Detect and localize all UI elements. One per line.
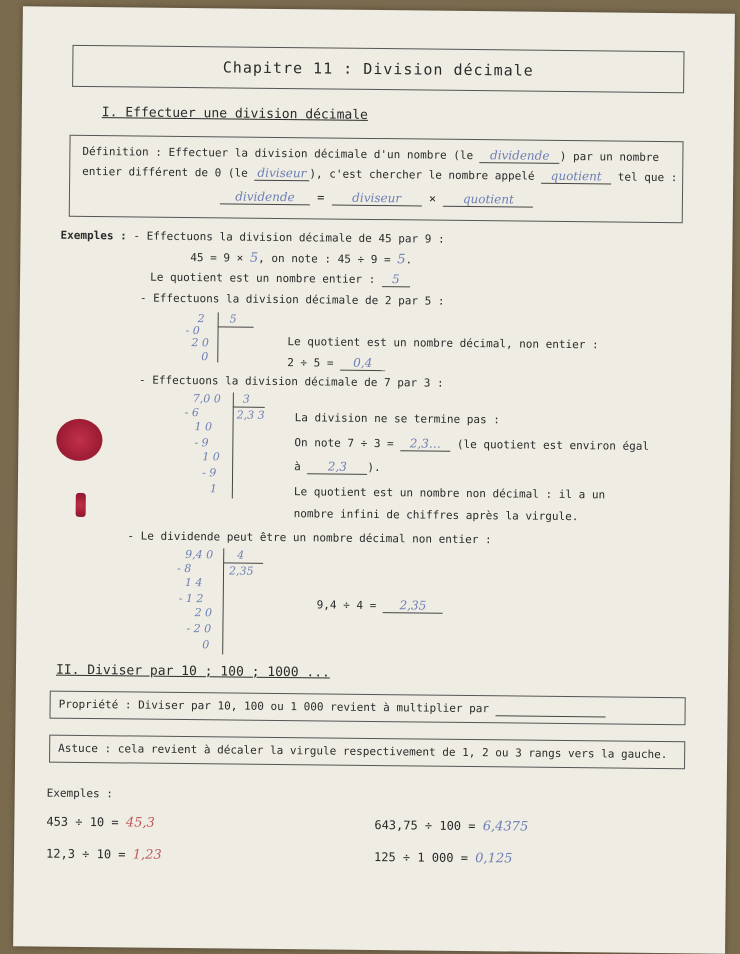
formula-quotient: quotient: [443, 192, 533, 208]
red-stain-drop: [76, 493, 86, 517]
ex3-line1: La division ne se termine pas :: [294, 411, 501, 427]
section2-examples-label: Exemples :: [46, 786, 114, 801]
red-stain: [56, 419, 102, 461]
property-box: [49, 691, 685, 726]
tip-text: Astuce : cela revient à décaler la virgule respectivement de 1, 2 ou 3 rangs vers la gauche.: [58, 741, 668, 762]
definition-box: [69, 135, 684, 223]
section2-heading: II. Diviser par 10 ; 100 ; 1000 ...: [55, 662, 330, 681]
definition-formula: dividende = diviseur × quotient: [220, 189, 534, 207]
ex1-conclusion: Le quotient est un nombre entier : 5: [150, 270, 410, 288]
ex3-heading: - Effectuons la division décimale de 7 par 3 :: [138, 373, 444, 390]
tip-box: [49, 735, 685, 770]
ex4-long-division: 9,4 0 - 8 1 4 - 1 2 2 0 - 2 0 0 4 2,35: [166, 548, 277, 659]
ex2-equation: 2 ÷ 5 = 0,4: [287, 355, 385, 371]
example-row: 12,3 ÷ 10 = 1,23: [45, 846, 162, 863]
definition-line2: entier différent de 0 (le diviseur ), c'est chercher le nombre appelé quotient tel que :: [82, 164, 678, 185]
ex1-equation: 45 = 9 × 5, on note : 45 ÷ 9 = 5.: [190, 250, 413, 268]
ex3-line4: Le quotient est un nombre non décimal : il a un: [293, 485, 606, 502]
section1-heading: I. Effectuer une division décimale: [101, 105, 369, 123]
formula-dividende: dividende: [220, 189, 310, 205]
ex3-long-division: 7,0 0 - 6 1 0 - 9 1 0 - 9 1 3 2,3 3: [176, 392, 277, 503]
example-row: 125 ÷ 1 000 = 0,125: [373, 850, 513, 867]
fill-diviseur: diviseur: [254, 166, 309, 182]
ex4-equation: 9,4 ÷ 4 = 2,35: [317, 597, 443, 613]
fill-quotient: quotient: [541, 169, 611, 185]
ex3-line5: nombre infini de chiffres après la virgule.: [293, 507, 579, 524]
formula-diviseur: diviseur: [332, 191, 422, 207]
ex2-comment: Le quotient est un nombre décimal, non entier :: [287, 335, 599, 352]
property-blank: [496, 702, 606, 717]
ex2-heading: - Effectuons la division décimale de 2 par 5 :: [139, 291, 445, 308]
definition-line1: Définition : Effectuer la division décimale d'un nombre (le dividende ) par un nombre: [82, 144, 660, 164]
worksheet-page: [13, 6, 735, 953]
example-row: 643,75 ÷ 100 = 6,4375: [374, 818, 529, 835]
ex3-line3: à 2,3 ).: [294, 459, 381, 475]
example-row: 453 ÷ 10 = 45,3: [46, 814, 155, 831]
fill-dividende: dividende: [480, 148, 560, 164]
ex4-heading: - Le dividende peut être un nombre décimal non entier :: [127, 529, 492, 547]
property-text: Propriété : Diviser par 10, 100 ou 1 000 revient à multiplier par: [59, 698, 606, 718]
examples-line: Exemples : - Effectuons la division décimale de 45 par 9 :: [60, 228, 445, 246]
ex2-long-division: 2 - 0 2 0 0 5: [179, 312, 260, 367]
ex3-line2: On note 7 ÷ 3 = 2,3… (le quotient est environ égal: [294, 436, 650, 453]
title-box: [72, 45, 684, 93]
page-title: Chapitre 11 : Division décimale: [222, 58, 534, 80]
